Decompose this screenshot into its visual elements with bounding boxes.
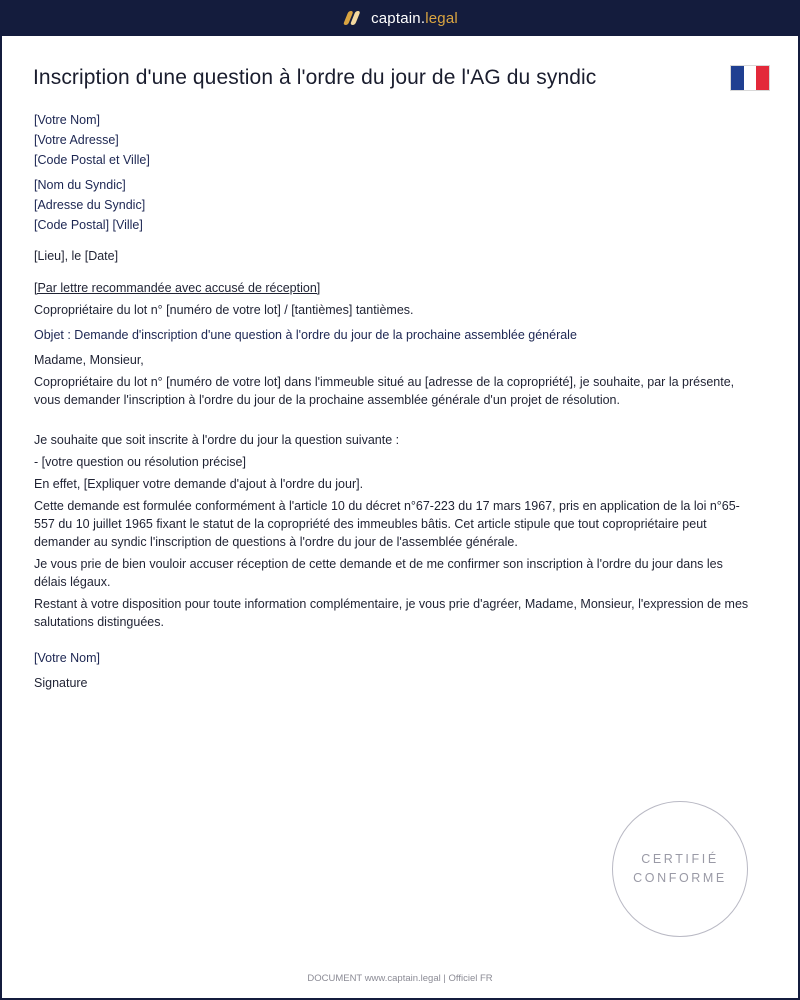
salutation: Madame, Monsieur,	[34, 353, 144, 367]
header-bar	[0, 0, 800, 36]
paragraph-legal-basis: Cette demande est formulée conformément à l'article 10 du décret n°67-223 du 17 mars 1967, pris en application de la loi n°65-557 du 10 juillet 1965 fixant le statut de la copropriété des immeubles bâtis. Cet article stipule que tout copropriétaire peut demander au syndic l'inscription de questions à l'ordre du jour de l'assemblée générale.	[34, 499, 740, 549]
paragraph-explanation: En effet, [Expliquer votre demande d'ajout à l'ordre du jour].	[34, 477, 364, 491]
brand[interactable]	[342, 10, 458, 27]
subject-line: Objet : Demande d'inscription d'une question à l'ordre du jour de la prochaine assemblée générale	[34, 328, 577, 342]
lot-line: Copropriétaire du lot n° [numéro de votre lot] / [tantièmes] tantièmes.	[34, 303, 414, 317]
footer-text: DOCUMENT www.captain.legal | Officiel FR	[307, 973, 493, 984]
stamp-line-1: CERTIFIÉ	[641, 852, 719, 866]
paragraph-closing: Restant à votre disposition pour toute information complémentaire, je vous prie d'agréer, Madame, Monsieur, l'expression de mes salutations distinguées.	[34, 597, 749, 629]
signoff-name: [Votre Nom]	[34, 651, 100, 665]
sender-name: [Votre Nom]	[34, 113, 100, 127]
brand-name: captain.legal	[371, 9, 458, 27]
stamp-line-2: CONFORME	[633, 871, 727, 885]
certified-stamp	[612, 801, 748, 937]
french-flag-icon	[730, 65, 770, 91]
paragraph-question: - [votre question ou résolution précise]	[34, 455, 246, 469]
recipient-block	[34, 175, 754, 235]
sender-block	[34, 110, 754, 170]
paragraph-confirmation: Je vous prie de bien vouloir accuser réception de cette demande et de me confirmer son inscription à l'ordre du jour dans les délais légaux.	[34, 557, 723, 589]
recipient-address: [Adresse du Syndic]	[34, 198, 146, 212]
recipient-name: [Nom du Syndic]	[34, 178, 126, 192]
recipient-postal-city: [Code Postal] [Ville]	[34, 218, 143, 232]
delivery-mode: [Par lettre recommandée avec accusé de réception]	[34, 281, 321, 295]
sender-postal-city: [Code Postal et Ville]	[34, 153, 150, 167]
place-date: [Lieu], le [Date]	[34, 249, 119, 263]
paragraph-question-intro: Je souhaite que soit inscrite à l'ordre du jour la question suivante :	[34, 433, 400, 447]
captain-legal-logo-icon	[342, 10, 362, 26]
signature-label: Signature	[34, 676, 88, 690]
sender-address: [Votre Adresse]	[34, 133, 119, 147]
paragraph-intro: Copropriétaire du lot n° [numéro de votre lot] dans l'immeuble situé au [adresse de la copropriété], je souhaite, par la présente, vous demander l'inscription à l'ordre du jour de la prochaine assemblée générale d'un projet de résolution.	[34, 375, 735, 407]
document-title: Inscription d'une question à l'ordre du jour de l'AG du syndic	[33, 66, 597, 89]
